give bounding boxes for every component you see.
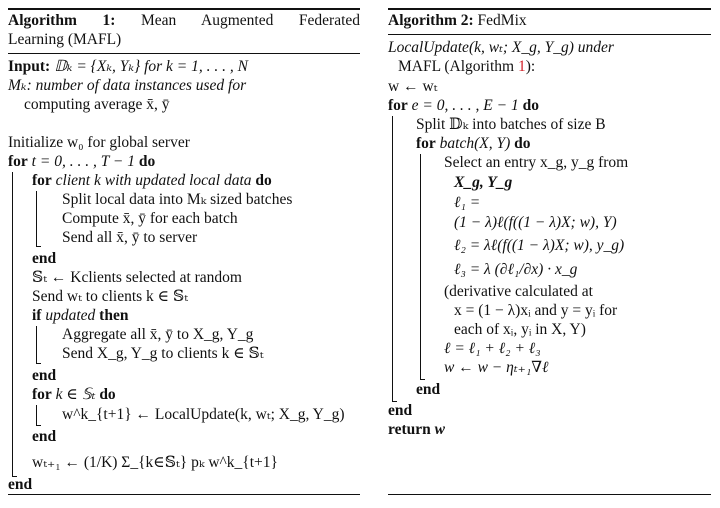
for-t-block-bar — [12, 172, 13, 477]
batch-fn: batch — [439, 135, 475, 152]
do-keyword: do — [522, 97, 539, 114]
for-client-block-bar — [36, 191, 37, 247]
algorithm-2-title — [388, 12, 527, 30]
do-keyword: do — [138, 153, 156, 170]
loss1-rhs: (1 − λ)ℓ(f((1 − λ)X; w), Y) — [454, 214, 617, 231]
for-batch-block-bar — [420, 154, 421, 380]
algorithm-2-box — [388, 8, 711, 496]
split-line: Split local data into Mₖ sized batches — [62, 191, 293, 208]
select-line: Select an entry x_g, y_g from — [444, 154, 629, 171]
loss2-line: ℓ₂ = λℓ(f((1 − λ)X; w), y_g) — [454, 237, 625, 254]
function-name: LocalUpdate — [388, 39, 469, 56]
top-rule — [388, 8, 711, 10]
for-e-range: e = 0, . . . , E − 1 — [411, 97, 519, 114]
compute-line: Compute x̄, ȳ for each batch — [62, 210, 238, 227]
function-args: (k, wₜ; X_g, Y_g) under — [468, 39, 614, 56]
algorithm-2-title-text: FedMix — [477, 12, 527, 29]
algorithm-1-title-text: Mean Augmented Federated — [140, 12, 361, 29]
clients-select-line: 𝕊ₜ ← Kclients selected at random — [32, 269, 242, 286]
for-k-range: k ∈ 𝕊ₜ — [55, 386, 96, 403]
mk-line — [8, 77, 246, 95]
aggregate-line: Aggregate all x̄, ȳ to X_g, Y_g — [62, 326, 254, 343]
for-keyword: for — [8, 153, 28, 170]
derivative-note-1: (derivative calculated at — [444, 283, 593, 300]
end-keyword: end — [32, 250, 57, 267]
function-signature — [388, 39, 614, 57]
send-all-line: Send all x̄, ȳ to server — [62, 229, 198, 246]
do-keyword: do — [99, 386, 116, 403]
algorithm-1-box — [8, 8, 360, 496]
derivative-note-2: x = (1 − λ)xᵢ and y = yᵢ for — [454, 302, 618, 319]
algorithm-1-label: Algorithm 1: — [8, 12, 116, 29]
title-rule — [388, 34, 711, 35]
return-keyword: return — [388, 421, 431, 438]
for-t-line — [8, 153, 155, 171]
weight-update-line: w ← w − ηₜ₊₁∇ℓ — [444, 359, 549, 376]
if-block-bar — [36, 326, 37, 364]
mk-line-2: computing average x̄, ȳ — [24, 96, 170, 113]
end-keyword: end — [32, 367, 57, 384]
title-rule — [8, 53, 360, 54]
split-line: Split 𝔻ₖ into batches of size B — [416, 116, 606, 133]
assign-w-line: w ← wₜ — [388, 78, 438, 95]
end-keyword: end — [8, 476, 33, 493]
select-line-2: X_g, Y_g — [454, 174, 513, 191]
for-client-cond: client k with updated local data — [55, 172, 252, 189]
for-keyword: for — [388, 97, 408, 114]
for-k-line — [32, 386, 116, 404]
for-batch-line — [416, 135, 531, 153]
bottom-rule — [8, 494, 360, 495]
for-keyword: for — [416, 135, 436, 152]
function-ref-post: ): — [525, 58, 536, 75]
return-line — [388, 421, 445, 439]
if-keyword: if — [32, 307, 42, 324]
for-range: t = 0, . . . , T − 1 — [31, 153, 135, 170]
batch-args: (X, Y) — [474, 135, 511, 152]
loss-sum-line: ℓ = ℓ₁ + ℓ₂ + ℓ₃ — [444, 340, 541, 357]
input-line — [8, 58, 248, 76]
init-line: Initialize w₀ for global server — [8, 134, 190, 151]
for-e-block-bar — [392, 116, 393, 402]
mk-desc: Mₖ: number of data instances used for — [8, 77, 247, 94]
send-xy-line: Send X_g, Y_g to clients k ∈ 𝕊ₜ — [62, 345, 264, 362]
loss3-line: ℓ₃ = λ (∂ℓ₁/∂x) · x_g — [454, 261, 578, 278]
algorithm-1-title-cont: Learning (MAFL) — [8, 31, 122, 48]
algorithm-2-label: Algorithm 2: — [388, 12, 474, 29]
then-keyword: then — [99, 307, 129, 324]
input-keyword: Input: — [8, 58, 51, 75]
if-line — [32, 307, 128, 325]
if-cond: updated — [45, 307, 96, 324]
end-keyword: end — [32, 428, 57, 445]
for-client-line — [32, 172, 272, 190]
for-k-block-bar — [36, 405, 37, 426]
for-e-line — [388, 97, 539, 115]
bottom-rule — [388, 494, 711, 495]
end-keyword: end — [416, 381, 441, 398]
input-spec: 𝔻ₖ = {Xₖ, Yₖ} for k = 1, . . . , N — [54, 58, 248, 75]
for-keyword: for — [32, 386, 52, 403]
loss1-lhs: ℓ₁ = — [454, 194, 481, 211]
function-ref-line — [398, 58, 535, 76]
local-update-line: w^k_{t+1} ← LocalUpdate(k, wₜ; X_g, Y_g) — [62, 406, 345, 423]
do-keyword: do — [255, 172, 272, 189]
send-w-line: Send wₜ to clients k ∈ 𝕊ₜ — [32, 288, 189, 305]
aggregate-update-line: wₜ₊₁ ← (1/K) Σ_{k∈𝕊ₜ} pₖ w^k_{t+1} — [32, 454, 278, 471]
return-value: w — [434, 421, 445, 438]
do-keyword: do — [514, 135, 531, 152]
for-keyword: for — [32, 172, 52, 189]
algorithm-ref-link[interactable]: 1 — [517, 58, 526, 75]
function-ref-pre: MAFL (Algorithm — [398, 58, 518, 75]
algorithm-1-title — [8, 12, 360, 30]
top-rule — [8, 8, 360, 10]
derivative-note-3: each of xᵢ, yᵢ in X, Y) — [454, 321, 586, 338]
end-keyword: end — [388, 402, 413, 419]
